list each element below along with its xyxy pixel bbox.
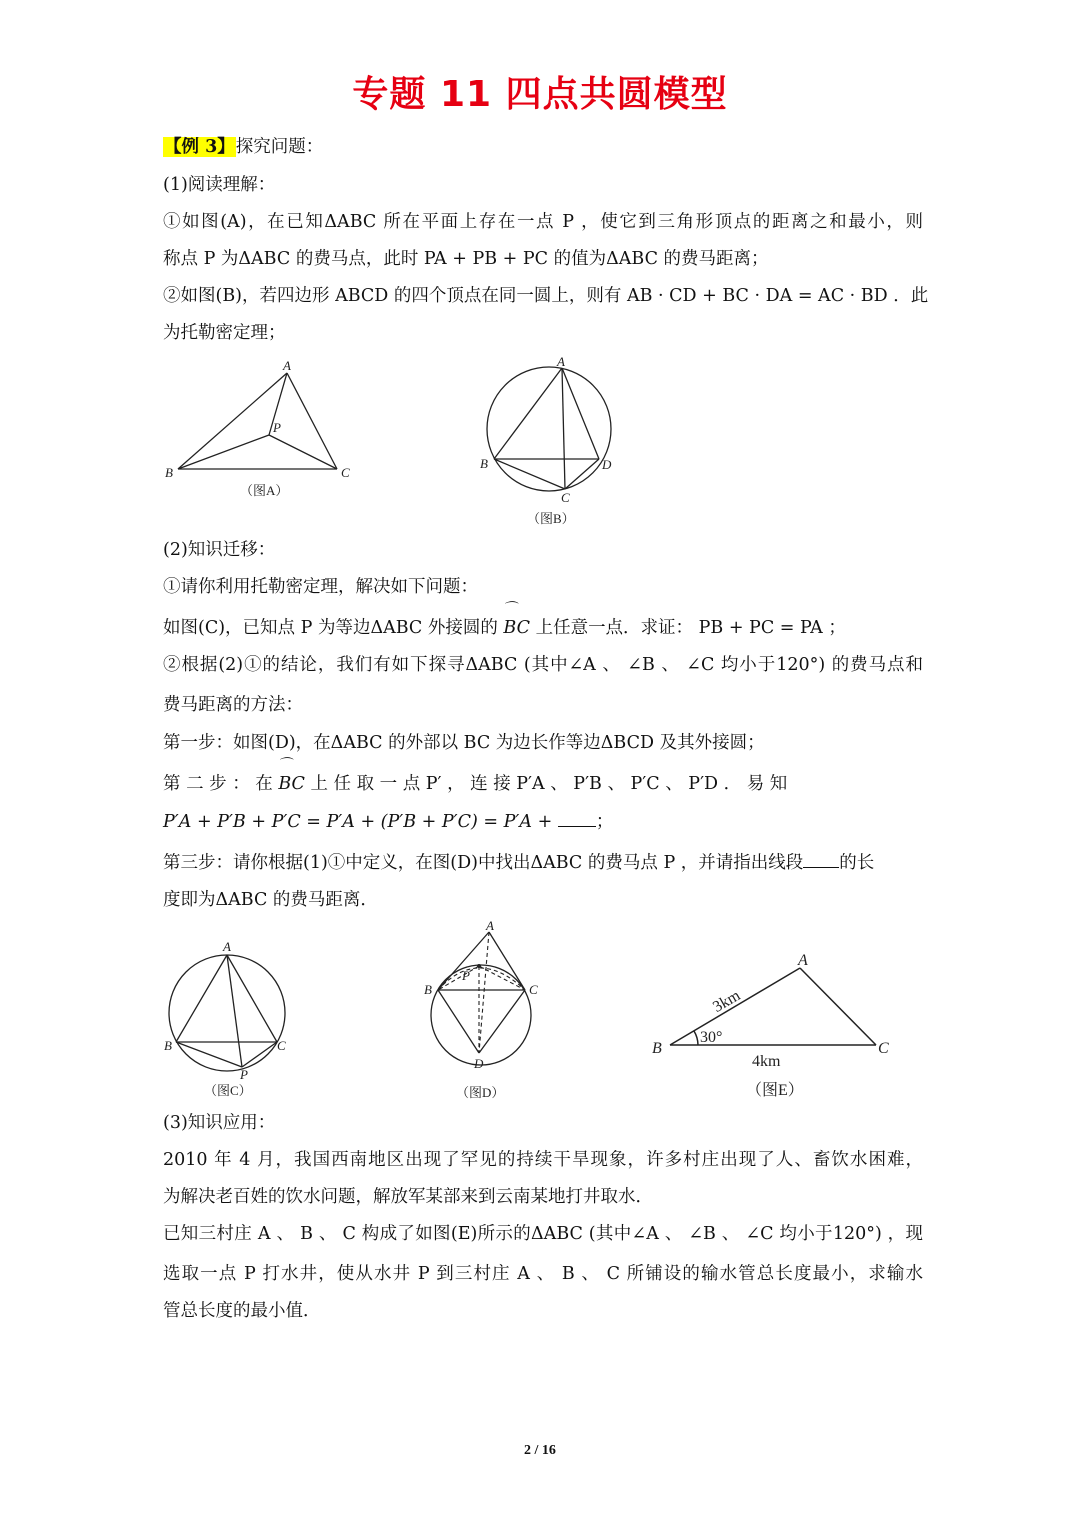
figure-c: [160, 938, 295, 1103]
part2-step2-line1: [163, 772, 923, 796]
part3-heading: (3)知识应用：: [163, 1113, 276, 1133]
fig-e-label-b: B: [652, 1040, 662, 1057]
figure-b: [475, 355, 625, 530]
part2-step2-line2: [163, 810, 923, 834]
page-title: 专题 11 四点共圆模型: [352, 74, 728, 115]
fig-a-label-p: P: [273, 420, 281, 435]
part1-item1-line2: 称点 P 为ΔABC 的费马点，此时 PA + PB + PC 的值为ΔABC 的费马距离；: [163, 249, 769, 269]
fig-a-label-c: C: [341, 465, 350, 480]
example-tag: 【例 3】: [164, 137, 235, 157]
fig-c-label-c: C: [277, 1038, 286, 1053]
part3-p1-line1: 2010 年 4 月，我国西南地区出现了罕见的持续干旱现象，许多村庄出现了人、畜饮水困难，: [163, 1150, 923, 1170]
fig-c-caption: （图C）: [204, 1083, 252, 1098]
page-number: 2 / 16: [524, 1443, 556, 1458]
step2-end: ；: [595, 812, 614, 832]
fig-c-label-a: A: [223, 939, 231, 954]
part1-item2-line2: 为托勒密定理；: [163, 323, 286, 343]
example-header: [163, 135, 923, 159]
fig-e-label-a: A: [798, 952, 808, 969]
fig-c-label-p: P: [240, 1067, 248, 1082]
part3-p1-line2: 为解决老百姓的饮水问题，解放军某部来到云南某地打井取水．: [163, 1187, 653, 1207]
fig-b-caption: （图B）: [527, 511, 575, 526]
fig-e-angle: 30°: [700, 1029, 723, 1046]
step3-text-pre: 第三步：请你根据(1)①中定义，在图(D)中找出ΔABC 的费马点 P ，并请指出线段: [163, 853, 804, 873]
fig-e-caption: （图E）: [746, 1082, 804, 1099]
fig-e-side-ab: 3km: [710, 986, 744, 1016]
figure-d: [418, 920, 548, 1105]
part2-item1-text-pre: 如图(C)，已知点 P 为等边ΔABC 外接圆的: [163, 618, 504, 638]
part2-step3-line1: [163, 851, 923, 875]
part2-item1-line2: [163, 616, 923, 640]
fig-e-label-c: C: [878, 1040, 889, 1057]
fig-d-caption: （图D）: [456, 1085, 505, 1100]
part3-p2-line1: 已知三村庄 A 、 B 、 C 构成了如图(E)所示的ΔABC (其中∠A 、 ∠B 、 ∠C 均小于120°) ，现: [163, 1224, 923, 1244]
step2-text-pre: 第 二 步 ： 在: [163, 774, 279, 794]
answer-blank-2[interactable]: [803, 853, 839, 868]
example-heading: 探究问题：: [235, 137, 324, 157]
fig-b-label-d: D: [602, 457, 612, 472]
fig-a-label-b: B: [165, 465, 173, 480]
part3-p2-line3: 管总长度的最小值．: [163, 1301, 321, 1321]
fig-a-label-a: A: [283, 358, 291, 373]
fig-d-label-p: P: [462, 968, 470, 983]
fig-d-label-b: B: [424, 982, 432, 997]
part2-step1: 第一步：如图(D)，在ΔABC 的外部以 BC 为边长作等边ΔBCD 及其外接圆；: [163, 733, 765, 753]
fig-b-label-c: C: [561, 490, 570, 505]
fig-d-label-d: D: [474, 1056, 484, 1071]
step2-text-post: 上 任 取 一 点 P′ ， 连 接 P′A 、 P′B 、 P′C 、 P′D ． 易 知: [304, 774, 788, 794]
figure-e: [648, 945, 908, 1105]
fig-e-side-bc: 4km: [752, 1053, 781, 1070]
fig-c-label-b: B: [164, 1038, 172, 1053]
fig-d-label-c: C: [529, 982, 538, 997]
part1-heading: (1)阅读理解：: [163, 175, 276, 195]
part2-item1-text-post: 上任意一点．求证： PB + PC = PA ；: [530, 618, 846, 638]
part3-p2-line2: 选取一点 P 打水井，使从水井 P 到三村庄 A 、 B 、 C 所铺设的输水管总长度最小，求输水: [163, 1264, 923, 1284]
part2-heading: (2)知识迁移：: [163, 540, 276, 560]
answer-blank-1[interactable]: [558, 812, 596, 827]
figure-a: [160, 355, 360, 505]
part2-step3-line2: 度即为ΔABC 的费马距离．: [163, 890, 378, 910]
fig-b-label-a: A: [557, 354, 565, 369]
step3-text-post: 的长: [839, 853, 875, 873]
part2-item1-line1: ①请你利用托勒密定理，解决如下问题：: [163, 577, 478, 597]
arc-bc-c: ⌒ BC: [503, 616, 530, 640]
arc-bc-d: ⌒ BC: [278, 772, 305, 796]
part2-item2-line2: 费马距离的方法：: [163, 695, 303, 715]
part2-item2-line1: ②根据(2)①的结论，我们有如下探寻ΔABC (其中∠A 、 ∠B 、 ∠C 均小于120°) 的费马点和: [163, 655, 923, 675]
fig-d-label-a: A: [486, 918, 494, 933]
fig-b-label-b: B: [480, 456, 488, 471]
part1-item1-line1: ①如图(A)，在已知ΔABC 所在平面上存在一点 P ，使它到三角形顶点的距离之和最小，则: [163, 212, 923, 232]
part1-item2-line1: ②如图(B)，若四边形 ABCD 的四个顶点在同一圆上，则有 AB · CD + BC · DA = AC · BD ．此: [163, 286, 929, 306]
fig-a-caption: （图A）: [240, 483, 289, 498]
step2-equation: P′A + P′B + P′C = P′A + (P′B + P′C) = P′A +: [163, 812, 558, 832]
